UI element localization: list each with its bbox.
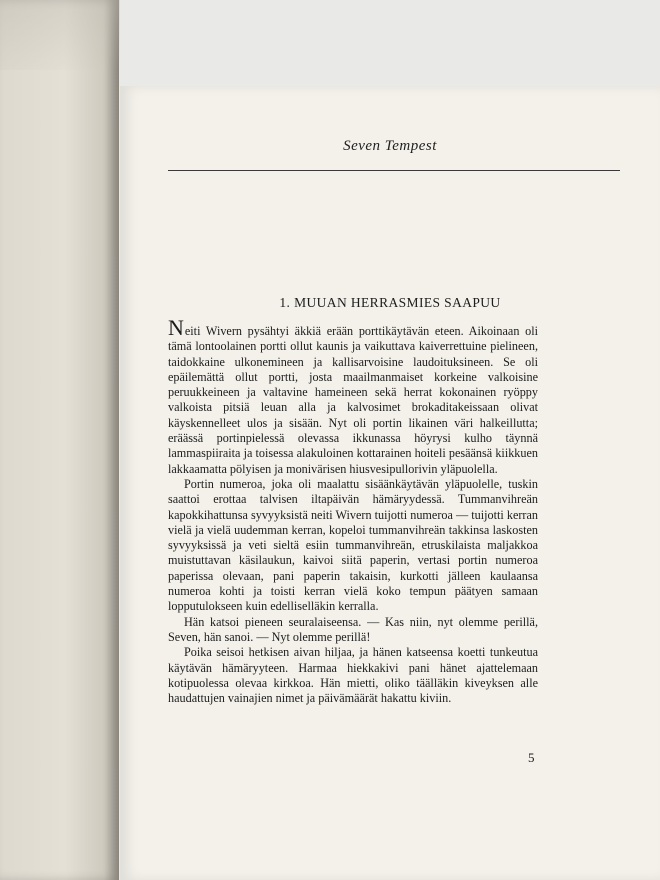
paragraph-3 (168, 615, 538, 646)
book-page (120, 86, 660, 880)
running-head: Seven Tempest (343, 138, 437, 154)
paragraph-4 (168, 645, 538, 706)
header-rule (168, 170, 620, 171)
body-text (168, 315, 538, 706)
paragraph-text: Poika seisoi hetkisen aivan hiljaa, ja hänen katseensa koetti tunkeutua käytävän hämäryyteen. Harmaa hiekkakivi pani hänet ajattelemaan kotipuolessa olevaa kirkkoa. Hän mietti, oliko täälläkin kiveyksen alle haudattujen vainajien nimet ja päivämäärät hakattu kiviin. (168, 645, 538, 706)
paragraph-2 (168, 477, 538, 615)
left-page-shadow (0, 0, 120, 70)
paragraph-text: eiti Wivern pysähtyi äkkiä erään porttikäytävän eteen. Aikoinaan oli tämä lontoolainen portti ollut kaunis ja vaikuttava kaiverrettuine pielineen, taidokkaine ulkonemineen ja kallisarvoisine laudoituksineen. Se oli epäilemättä ollut portti, josta maailmanmaiset korkeine valkoisine peruukkeineen ja valtavine hameineen sekä herrat kokonainen ryöppy valkoista pitsiä leuan alla ja kalvosimet brokaditakeissaan olivat käyskennelleet ulos ja sisään. Nyt oli portin likainen väri halkeillutta; eräässä portinpielessä olevassa ikkunassa höyrysi kulho täynnä lammaspiiraita ja toisessa alakuloinen kottarainen hoiteli pesäänsä kiikkuen lakkaamatta pölyisen ja monivärisen hiusvesipullorivin yläpuolella. (168, 324, 538, 476)
paragraph-text: Portin numeroa, joka oli maalattu sisäänkäytävän yläpuolelle, tuskin saattoi erottaa talvisen iltapäivän hämäryydessä. Tummanvihreän kapokkihattunsa syvyyksistä neiti Wivern tuijotti numeroa — tuijotti kerran vielä ja vielä uudemman kerran, kopeloi tummanvihreän takkinsa laskosten syvyyksissä ja veti sieltä esiin tummanvihreän, etruskilaista maljakkoa muistuttavan käsilaukun, kaivoi siitä paperin, vertasi portin numeroa paperissa olevaan, pani paperin takaisin, kurkotti jälleen kaulaansa numeroa kohti ja toisti kerran vielä koko tempun päätyen samaan lopputulokseen kuin edelliselläkin kerralla. (168, 476, 538, 614)
chapter-title: 1. MUUAN HERRASMIES SAAPUU (279, 295, 501, 310)
left-page-edge (0, 0, 119, 880)
page-number: 5 (528, 750, 535, 765)
paragraph-1 (168, 315, 538, 477)
drop-cap: N (168, 315, 184, 340)
paragraph-text: Hän katsoi pieneen seuralaiseensa. — Kas niin, nyt olemme perillä, Seven, hän sanoi. — Nyt olemme perillä! (168, 614, 538, 644)
